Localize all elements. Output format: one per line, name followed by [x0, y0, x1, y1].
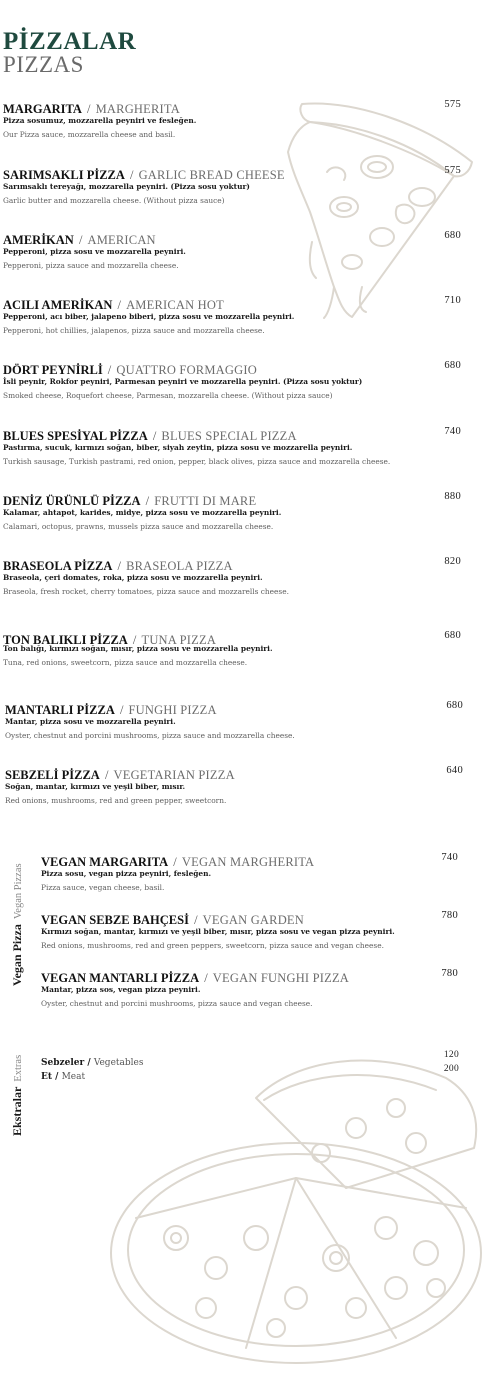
menu-item: MARGARITA / MARGHERITA 575 Pizza sosumuz, mozzarella peyniri ve fesleğen. Our Pizza sauce, mozzarella cheese and basil. — [3, 99, 461, 139]
menu-item: TON BALIKLI PİZZA / TUNA PIZZA 680 Ton balığı, kırmızı soğan, mısır, pizza sosu ve mozzarella peyniri. Tuna, red onions, sweetcorn, pizza sauce and mozzarella cheese. — [3, 630, 461, 667]
item-price: 575 — [444, 99, 461, 110]
item-description-en: Our Pizza sauce, mozzarella cheese and basil. — [3, 130, 176, 139]
vegan-menu-item: VEGAN MANTARLI PİZZA / VEGAN FUNGHI PIZZA 780 Mantar, pizza sos, vegan pizza peyniri. Oyster, chestnut and porcini mushrooms, pizza sauce and vegan cheese. — [41, 968, 458, 1008]
item-name-tr: VEGAN SEBZE BAHÇESİ — [41, 913, 189, 927]
item-name-tr: MARGARITA — [3, 102, 82, 116]
extra-item: Sebzeler / Vegetables 120 — [41, 1050, 459, 1068]
item-description-tr: Kırmızı soğan, mantar, kırmızı ve yeşil biber, mısır, pizza sosu ve vegan pizza peyniri. — [41, 927, 395, 936]
item-name-tr: TON BALIKLI PİZZA — [3, 633, 128, 647]
menu-item: DENİZ ÜRÜNLÜ PİZZA / FRUTTI DI MARE 880 Kalamar, ahtapot, karides, midye, pizza sosu ve mozzarella peyniri. Calamari, octopus, prawns, mussels pizza sauce and mozzarella cheese. — [3, 491, 461, 531]
item-name-en: VEGAN MARGHERITA — [181, 855, 315, 869]
extras-section-label: EkstralarExtras — [10, 1054, 24, 1136]
item-price: 640 — [446, 765, 463, 776]
menu-item: MANTARLI PİZZA / FUNGHI PIZZA 680 Mantar, pizza sosu ve mozzarella peyniri. Oyster, chestnut and porcini mushrooms, pizza sauce and mozzarella cheese. — [5, 700, 463, 740]
item-price: 680 — [444, 630, 461, 641]
item-description-tr: Pastırma, sucuk, kırmızı soğan, biber, siyah zeytin, pizza sosu ve mozzarella peyniri. — [3, 443, 353, 452]
item-name-tr: DENİZ ÜRÜNLÜ PİZZA — [3, 494, 141, 508]
extra-name-en: Meat — [61, 1072, 86, 1082]
item-name-en: VEGAN GARDEN — [202, 913, 304, 927]
item-price: 820 — [444, 556, 461, 567]
item-name-tr: SEBZELİ PİZZA — [5, 768, 100, 782]
item-description-en: Garlic butter and mozzarella cheese. (Without pizza sauce) — [3, 196, 225, 205]
item-description-en: Oyster, chestnut and porcini mushrooms, pizza sauce and mozzarella cheese. — [5, 731, 295, 740]
item-description-en: Tuna, red onions, sweetcorn, pizza sauce and mozzarella cheese. — [3, 658, 248, 667]
item-description-tr: Mantar, pizza sos, vegan pizza peyniri. — [41, 985, 201, 994]
item-name-tr: VEGAN MARGARITA — [41, 855, 169, 869]
item-name-tr: AMERİKAN — [3, 233, 74, 247]
item-description-tr: Pepperoni, acı biber, jalapeno biberi, pizza sosu ve mozzarella peyniri. — [3, 312, 295, 321]
extra-price: 120 — [443, 1050, 459, 1060]
item-name-en: AMERICAN HOT — [126, 298, 224, 312]
item-description-en: Red onions, mushrooms, red and green pepper, sweetcorn. — [5, 796, 227, 805]
menu-item: SEBZELİ PİZZA / VEGETARIAN PIZZA 640 Soğan, mantar, kırmızı ve yeşil biber, mısır. Red onions, mushrooms, red and green pepper, sweetcorn. — [5, 765, 463, 805]
item-description-en: Pepperoni, hot chillies, jalapenos, pizza sauce and mozzarella cheese. — [3, 326, 265, 335]
item-price: 880 — [444, 491, 461, 502]
item-description-en: Pepperoni, pizza sauce and mozzarella cheese. — [3, 261, 179, 270]
item-description-tr: Pizza sosumuz, mozzarella peyniri ve fesleğen. — [3, 116, 197, 125]
item-description-tr: İsli peynir, Rokfor peyniri, Parmesan peyniri ve mozzarella peyniri. (Pizza sosu yoktur) — [3, 377, 363, 386]
item-name-tr: BRASEOLA PİZZA — [3, 559, 113, 573]
item-description-en: Braseola, fresh rocket, cherry tomatoes, pizza sauce and mozzarells cheese. — [3, 587, 289, 596]
extra-price: 200 — [443, 1064, 459, 1074]
item-name-tr: MANTARLI PİZZA — [5, 703, 115, 717]
item-price: 780 — [441, 968, 458, 979]
item-description-tr: Pepperoni, pizza sosu ve mozzarella peyniri. — [3, 247, 186, 256]
item-description-en: Red onions, mushrooms, red and green peppers, sweetcorn, pizza sauce and vegan cheese. — [41, 941, 384, 950]
item-name-tr: ACILI AMERİKAN — [3, 298, 113, 312]
item-name-en: QUATTRO FORMAGGIO — [116, 363, 257, 377]
item-name-en: TUNA PIZZA — [141, 633, 217, 647]
item-name-en: VEGAN FUNGHI PIZZA — [212, 971, 350, 985]
item-price: 740 — [444, 426, 461, 437]
menu-item: BLUES SPESİYAL PİZZA / BLUES SPECIAL PIZZA 740 Pastırma, sucuk, kırmızı soğan, biber, siyah zeytin, pizza sosu ve mozzarella peyniri. Turkish sausage, Turkish pastrami, red onion, pepper, black olives, pizza sauce and mozzarella cheese. — [3, 426, 461, 466]
item-description-tr: Braseola, çeri domates, roka, pizza sosu ve mozzarella peyniri. — [3, 573, 263, 582]
item-price: 680 — [446, 700, 463, 711]
item-name-en: BLUES SPECIAL PIZZA — [161, 429, 297, 443]
item-description-en: Oyster, chestnut and porcini mushrooms, pizza sauce and vegan cheese. — [41, 999, 313, 1008]
extra-item: Et / Meat 200 — [41, 1064, 459, 1082]
vegan-section-label: Vegan PizzaVegan Pizzas — [10, 863, 24, 986]
item-price: 740 — [441, 852, 458, 863]
item-name-en: BRASEOLA PIZZA — [126, 559, 233, 573]
extra-name-en: Vegetables — [93, 1058, 144, 1068]
item-price: 710 — [444, 295, 461, 306]
item-description-en: Smoked cheese, Roquefort cheese, Parmesan, mozzarella cheese. (Without pizza sauce) — [3, 391, 333, 400]
item-description-tr: Pizza sosu, vegan pizza peyniri, fesleğen. — [41, 869, 212, 878]
item-name-en: GARLIC BREAD CHEESE — [138, 168, 285, 182]
item-description-tr: Sarımsaklı tereyağı, mozzarella peyniri. (Pizza sosu yoktur) — [3, 182, 250, 191]
item-name-en: FUNGHI PIZZA — [128, 703, 217, 717]
item-name-en: MARGHERITA — [95, 102, 180, 116]
item-price: 680 — [444, 230, 461, 241]
item-name-tr: DÖRT PEYNİRLİ — [3, 363, 103, 377]
vegan-menu-item: VEGAN SEBZE BAHÇESİ / VEGAN GARDEN 780 Kırmızı soğan, mantar, kırmızı ve yeşil biber, mısır, pizza sosu ve vegan pizza peyniri. Red onions, mushrooms, red and green peppers, sweetcorn, pizza sauce and vegan cheese. — [41, 910, 458, 950]
extra-name-tr: Sebzeler — [41, 1058, 85, 1068]
menu-item: BRASEOLA PİZZA / BRASEOLA PIZZA 820 Braseola, çeri domates, roka, pizza sosu ve mozzarella peyniri. Braseola, fresh rocket, cherry tomatoes, pizza sauce and mozzarells cheese. — [3, 556, 461, 596]
item-description-en: Calamari, octopus, prawns, mussels pizza sauce and mozzarella cheese. — [3, 522, 274, 531]
whole-pizza-illustration-icon — [93, 1038, 488, 1368]
item-name-tr: BLUES SPESİYAL PİZZA — [3, 429, 148, 443]
extra-name-tr: Et — [41, 1072, 53, 1082]
menu-item: DÖRT PEYNİRLİ / QUATTRO FORMAGGIO 680 İsli peynir, Rokfor peyniri, Parmesan peyniri ve mozzarella peyniri. (Pizza sosu yoktur) Smoked cheese, Roquefort cheese, Parmesan, mozzarella cheese. (Without pizza sauce) — [3, 360, 461, 400]
item-description-tr: Soğan, mantar, kırmızı ve yeşil biber, mısır. — [5, 782, 186, 791]
item-name-tr: SARIMSAKLI PİZZA — [3, 168, 125, 182]
item-price: 680 — [444, 360, 461, 371]
page-title: PİZZALAR — [3, 28, 137, 55]
item-name-en: AMERICAN — [87, 233, 156, 247]
item-price: 780 — [441, 910, 458, 921]
menu-item: SARIMSAKLI PİZZA / GARLIC BREAD CHEESE 575 Sarımsaklı tereyağı, mozzarella peyniri. (Pizza sosu yoktur) Garlic butter and mozzarella cheese. (Without pizza sauce) — [3, 165, 461, 205]
item-description-tr: Mantar, pizza sosu ve mozzarella peyniri. — [5, 717, 176, 726]
menu-item: ACILI AMERİKAN / AMERICAN HOT 710 Pepperoni, acı biber, jalapeno biberi, pizza sosu ve mozzarella peyniri. Pepperoni, hot chillies, jalapenos, pizza sauce and mozzarella cheese. — [3, 295, 461, 335]
vegan-menu-item: VEGAN MARGARITA / VEGAN MARGHERITA 740 Pizza sosu, vegan pizza peyniri, fesleğen. Pizza sauce, vegan cheese, basil. — [41, 852, 458, 892]
item-description-en: Turkish sausage, Turkish pastrami, red onion, pepper, black olives, pizza sauce and mozzarella cheese. — [3, 457, 391, 466]
item-description-en: Pizza sauce, vegan cheese, basil. — [41, 883, 165, 892]
menu-item: AMERİKAN / AMERICAN 680 Pepperoni, pizza sosu ve mozzarella peyniri. Pepperoni, pizza sauce and mozzarella cheese. — [3, 230, 461, 270]
item-name-en: VEGETARIAN PIZZA — [113, 768, 235, 782]
item-price: 575 — [444, 165, 461, 176]
item-description-tr: Ton balığı, kırmızı soğan, mısır, pizza sosu ve mozzarella peyniri. — [3, 644, 273, 653]
item-name-tr: VEGAN MANTARLI PİZZA — [41, 971, 200, 985]
item-description-tr: Kalamar, ahtapot, karides, midye, pizza sosu ve mozzarella peyniri. — [3, 508, 282, 517]
item-name-en: FRUTTI DI MARE — [154, 494, 257, 508]
page-subtitle: PIZZAS — [3, 52, 84, 77]
